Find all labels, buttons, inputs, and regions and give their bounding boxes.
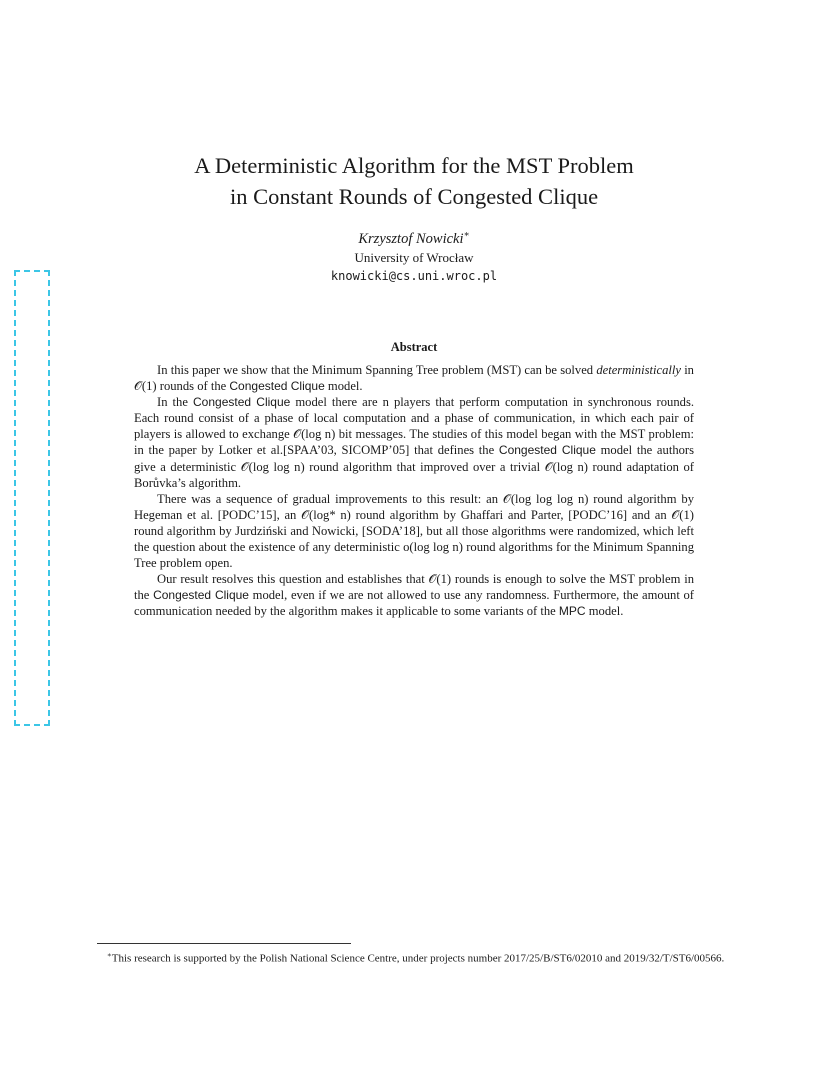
abstract-body bbox=[134, 362, 694, 620]
title-line-2: in Constant Rounds of Congested Clique bbox=[229, 184, 599, 209]
author-block bbox=[0, 229, 828, 248]
author-email[interactable]: knowicki@cs.uni.wroc.pl bbox=[330, 269, 498, 283]
emphasis-deterministically: deterministically bbox=[596, 363, 681, 377]
abstract-paragraph-4: Our result resolves this question and establishes that 𝒪(1) rounds is enough to solve the MST problem in the Congested Clique model, even if we are not allowed to use any randomness. Furthermore, the amount of communication needed by the algorithm makes it applicable to some variants of the MPC model. bbox=[134, 572, 694, 619]
abstract-paragraph-2: In the Congested Clique model there are n players that perform computation in synchronous rounds. Each round consist of a phase of local computation and a phase of communication, in which each pair of players is allowed to exchange 𝒪(log n) bit messages. The studies of this model began with the MST problem: in the paper by Lotker et al.[SPAA’03, SICOMP’05] that defines the Congested Clique model the authors give a deterministic 𝒪(log log n) round algorithm that improved over a trivial 𝒪(log n) round adaptation of Borůvka’s algorithm. bbox=[134, 395, 695, 490]
abstract-paragraph-3: There was a sequence of gradual improvements to this result: an 𝒪(log log log n) round algorithm by Hegeman et al. [PODC’15], an 𝒪(log* n) round algorithm by Ghaffari and Parter, [PODC’16] and an 𝒪(1) round algorithm by Jurdziński and Nowicki, [SODA’18], but all those algorithms were randomized, which left the question about the existence of any deterministic o(log log n) round algorithms for the Minimum Spanning Tree problem open. bbox=[134, 491, 694, 571]
title-line-1: A Deterministic Algorithm for the MST Problem bbox=[194, 153, 634, 178]
abstract-paragraph-1: In this paper we show that the Minimum Spanning Tree problem (MST) can be solved deterministically in 𝒪(1) rounds of the Congested Clique model. bbox=[134, 363, 694, 394]
footnote-text: This research is supported by the Polish National Science Centre, under projects number 2017/25/B/ST6/02010 and 2019/32/T/ST6/00566. bbox=[111, 952, 725, 965]
arxiv-margin-box bbox=[14, 270, 50, 726]
footnote-mark: ∗ bbox=[107, 951, 112, 959]
abstract-heading: Abstract bbox=[390, 340, 438, 354]
footnote bbox=[97, 948, 733, 967]
footnote-rule bbox=[97, 943, 351, 944]
author-footnote-mark[interactable]: ∗ bbox=[463, 229, 470, 239]
paper-title bbox=[0, 150, 828, 212]
author-name: Krzysztof Nowicki bbox=[358, 230, 464, 247]
author-affiliation: University of Wrocław bbox=[354, 250, 474, 265]
